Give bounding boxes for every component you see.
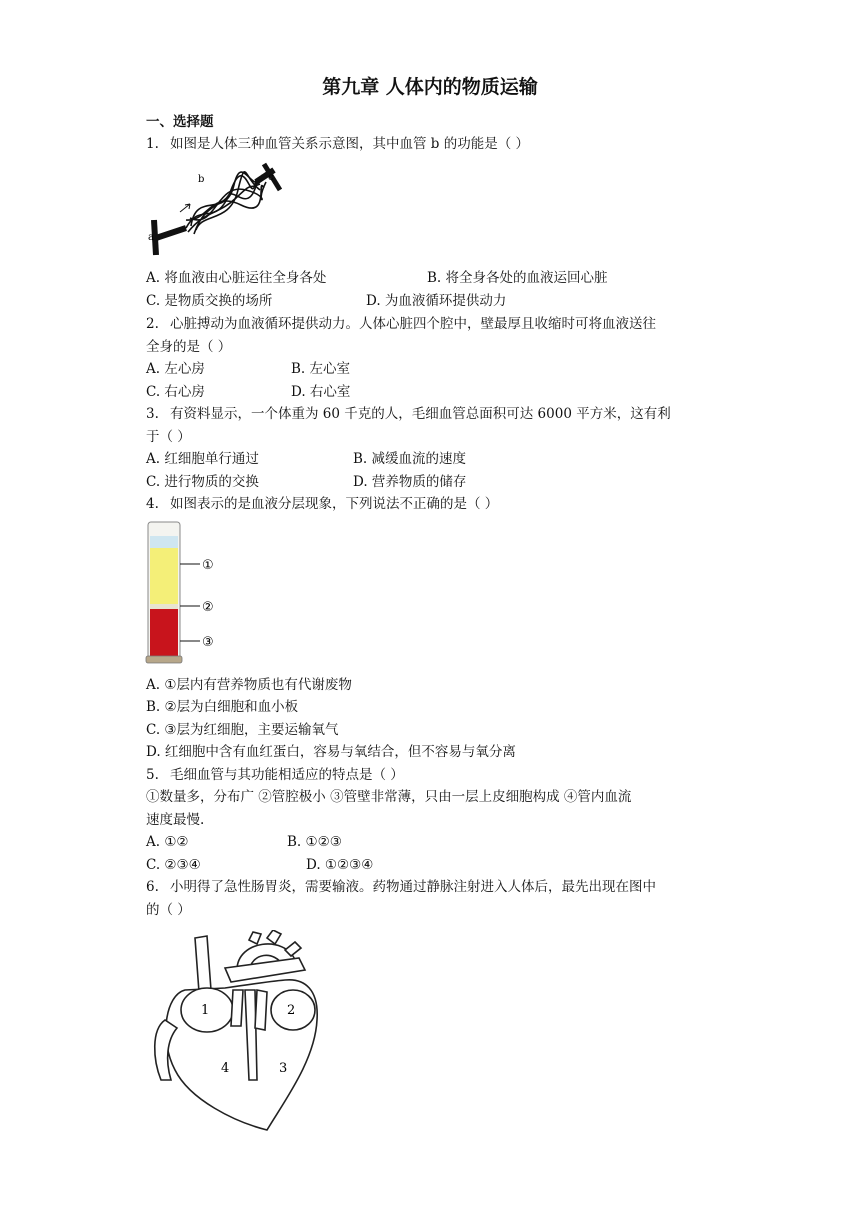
question-5-detail-cont: 速度最慢. <box>146 812 205 828</box>
q1-option-a: A. 将血液由心脏运往全身各处 <box>146 270 327 286</box>
q4-option-a: A. ①层内有营养物质也有代谢废物 <box>146 677 352 693</box>
question-6-stem: 6. 小明得了急性肠胃炎，需要输液。药物通过静脉注射进入人体后，最先出现在图中 <box>146 879 656 895</box>
heart-label-2: 2 <box>287 1003 296 1018</box>
question-1-stem: 1. 如图是人体三种血管关系示意图，其中血管 b 的功能是（ ） <box>146 136 530 152</box>
q1-option-d: D. 为血液循环提供动力 <box>366 293 507 309</box>
layer-label-2: ② <box>202 600 214 615</box>
page-title: 第九章 人体内的物质运输 <box>322 76 538 98</box>
heart-label-3: 3 <box>279 1061 288 1076</box>
question-3-stem-cont: 于（ ） <box>146 429 191 445</box>
q1-option-c: C. 是物质交换的场所 <box>146 293 273 309</box>
q5-option-b: B. ①②③ <box>287 834 342 850</box>
q4-option-c: C. ③层为红细胞，主要运输氧气 <box>146 722 339 738</box>
question-6-stem-cont: 的（ ） <box>146 902 191 918</box>
layer-label-3: ③ <box>202 635 214 650</box>
heart-diagram <box>145 930 330 1135</box>
q2-option-d: D. 右心室 <box>291 384 351 400</box>
question-5-stem: 5. 毛细血管与其功能相适应的特点是（ ） <box>146 767 404 783</box>
question-2-stem: 2. 心脏搏动为血液循环提供动力。人体心脏四个腔中，壁最厚且收缩时可将血液送往 <box>146 316 656 332</box>
q2-option-c: C. 右心房 <box>146 384 205 400</box>
q4-option-d: D. 红细胞中含有血红蛋白，容易与氧结合，但不容易与氧分离 <box>146 744 516 760</box>
q2-option-a: A. 左心房 <box>146 361 205 377</box>
q3-option-c: C. 进行物质的交换 <box>146 474 259 490</box>
q4-option-b: B. ②层为白细胞和血小板 <box>146 699 299 715</box>
question-2-stem-cont: 全身的是（ ） <box>146 339 232 355</box>
vessel-label-b: b <box>198 174 205 185</box>
question-5-detail: ①数量多，分布广 ②管腔极小 ③管壁非常薄，只由一层上皮细胞构成 ④管内血流 <box>146 789 632 805</box>
q2-option-b: B. 左心室 <box>291 361 351 377</box>
blood-layer-tube <box>140 518 230 668</box>
layer-label-1: ① <box>202 558 214 573</box>
q3-option-b: B. 减缓血流的速度 <box>353 451 467 467</box>
section-heading: 一、选择题 <box>146 114 214 130</box>
blood-vessel-diagram <box>146 160 282 262</box>
q5-option-c: C. ②③④ <box>146 857 201 873</box>
q3-option-d: D. 营养物质的储存 <box>353 474 467 490</box>
question-3-stem: 3. 有资料显示，一个体重为 60 千克的人，毛细血管总面积可达 6000 平方米，这有利 <box>146 406 671 422</box>
heart-label-1: 1 <box>201 1003 210 1018</box>
q1-option-b: B. 将全身各处的血液运回心脏 <box>427 270 608 286</box>
q5-option-d: D. ①②③④ <box>306 857 374 873</box>
q3-option-a: A. 红细胞单行通过 <box>146 451 259 467</box>
q5-option-a: A. ①② <box>146 834 189 850</box>
heart-label-4: 4 <box>221 1061 230 1076</box>
question-4-stem: 4. 如图表示的是血液分层现象，下列说法不正确的是（ ） <box>146 496 499 512</box>
vessel-label-a: a <box>148 232 154 243</box>
vessel-label-c: c <box>268 172 274 183</box>
